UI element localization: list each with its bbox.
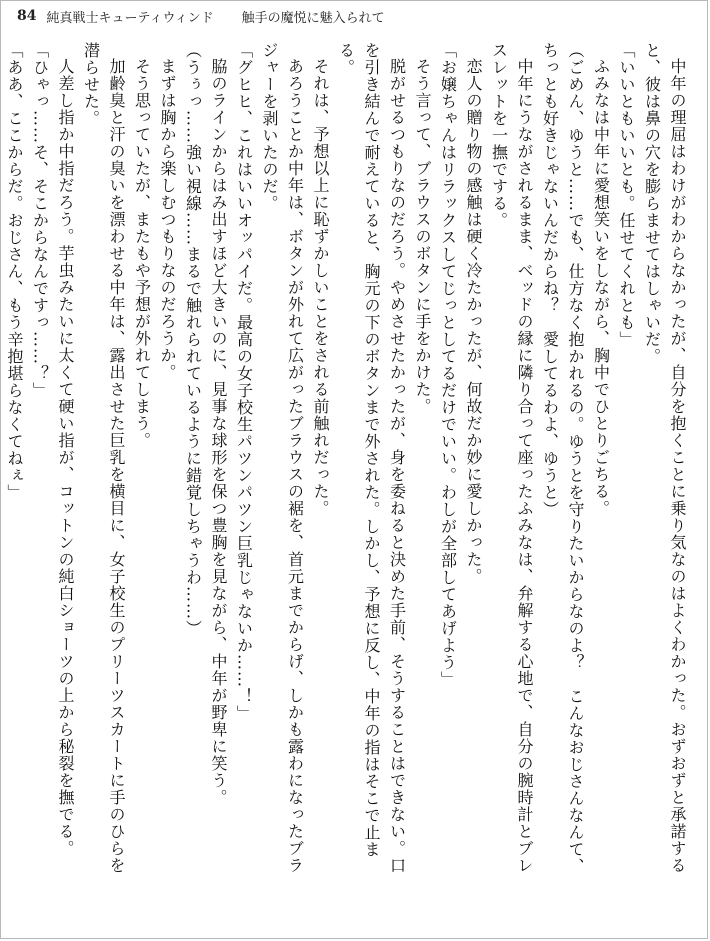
page-number: 84 — [17, 8, 37, 24]
paragraph: 人差し指か中指だろう。芋虫みたいに太くて硬い指が、コットンの純白ショーツの上から秘裂を撫でる。 — [56, 58, 75, 857]
paragraph: 脇のラインからはみ出すほど大きいのに、見事な球形を保つ豊胸を見ながら、中年が野卑に笑う。 — [209, 58, 228, 806]
paragraph: 「いいともいいとも。任せてくれとも」 — [617, 42, 636, 348]
paragraph: そう思っていたが、またもや予想が外れてしまう。 — [132, 58, 152, 449]
paragraph: 「グヒヒ、これはいいオッパイだ。最高の女子校生パツンパツン巨乳じゃないか……！」 — [234, 42, 254, 722]
chapter-title: 触手の魔悦に魅入られて — [241, 10, 385, 26]
paragraph: 中年の理屈はわけがわからなかったが、自分を抱くことに乗り気なのはよくわかった。おずおずと承諾すると、彼は鼻の穴を膨らませてはしゃいだ。 — [642, 42, 687, 874]
running-header — [17, 4, 385, 28]
book-title: 純真戦士キューティウィンド — [46, 10, 214, 26]
paragraph: あろうことか中年は、ボタンが外れて広がったブラウスの裾を、首元までからげ、しかも露わになったブラジャーを剥いたのだ。 — [260, 42, 305, 874]
paragraph: 「ああ、ここからだ。おじさん、もう辛抱堪らなくてねぇ」 — [5, 42, 24, 501]
paragraph: まずは胸から楽しむつもりなのだろうか。 — [158, 58, 177, 381]
paragraph: ふみなは中年に愛想笑いをしながら、胸中でひとりごちる。 — [591, 58, 611, 517]
paragraph: （ごめん、ゆうと……でも、仕方なく抱かれるの。ゆうとを守りたいからなのよ？ こんなおじさんなんて、ちっとも好きじゃないんだからね？ 愛してるわよ、ゆうと） — [540, 42, 585, 875]
paragraph: そう言って、ブラウスのボタンに手をかけた。 — [413, 58, 432, 415]
paragraph — [0, 42, 2, 882]
paragraph: 中年にうながされるまま、ベッドの縁に隣り合って座ったふみなは、弁解する心地で、自分の腕時計とブレスレットを一撫でする。 — [489, 42, 534, 874]
paragraph: 恋人の贈り物の感触は硬く冷たかったが、何故だか妙に愛しかった。 — [464, 58, 483, 585]
paragraph: 「お嬢ちゃんはリラックスしてじっとしてるだけでいい。わしが全部してあげよう」 — [438, 42, 458, 688]
paragraph: 加齢臭と汗の臭いを漂わせる中年は、露出させた巨乳を横目に、女子校生のプリーツスカートに手のひらを潜らせた。 — [81, 42, 126, 874]
paragraph: 脱がせるつもりなのだろう。やめさせたかったが、身を委ねると決めた手前、そうすることはできない。口を引き結んで耐えていると、胸元の下のボタンまで外された。しかし、予想に反し、中年の指はそこで止まる。 — [336, 42, 407, 874]
paragraph: それは、予想以上に恥ずかしいことをされる前触れだった。 — [311, 58, 330, 517]
paragraph: （うぅっ……強い視線……まるで触れられているように錯覚しちゃうわ……） — [183, 42, 203, 637]
paragraph: 「ひゃっ……そ、そこからなんですっ……？」 — [30, 42, 50, 399]
body-text — [5, 42, 690, 882]
